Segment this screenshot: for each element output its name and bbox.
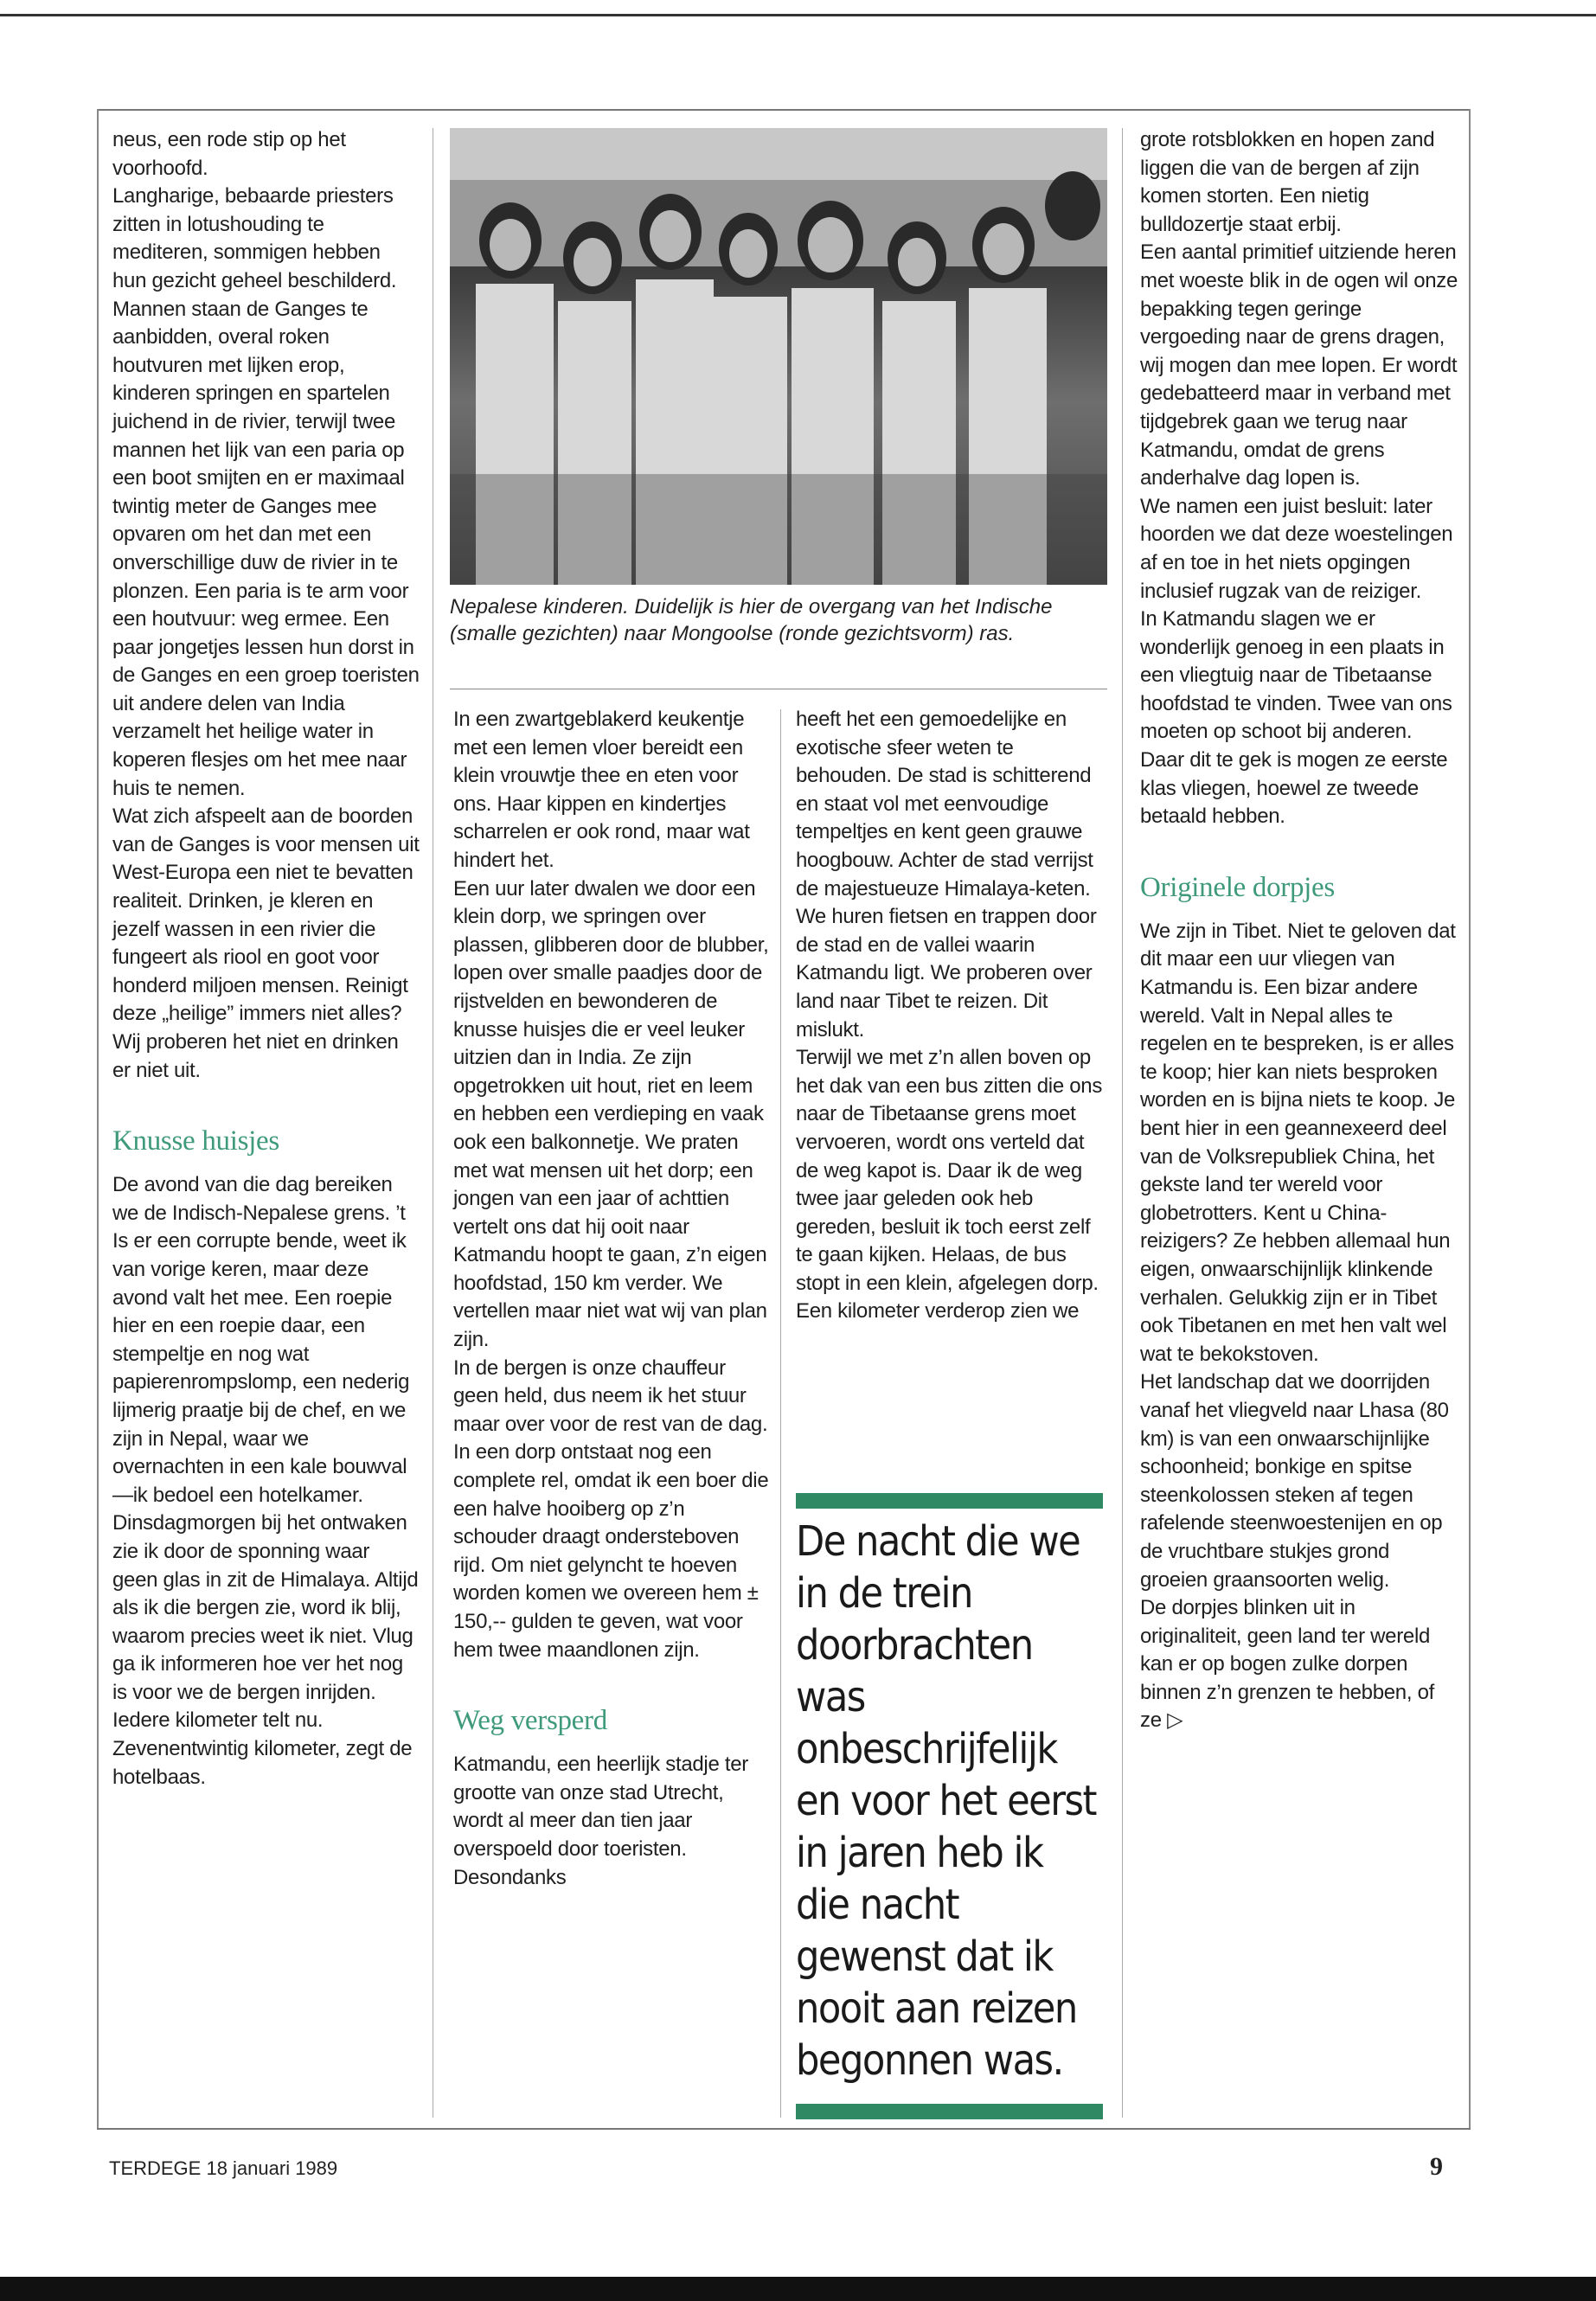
paragraph: Katmandu, een heerlijk stadje ter grootte van onze stad Utrecht, wordt al meer dan tien jaar overspoeld door toeristen. Desondanks: [453, 1753, 748, 1889]
continue-arrow-icon: ▷: [1167, 1708, 1183, 1733]
article-column-1: [112, 126, 420, 1791]
paragraph: Langharige, bebaarde priesters zitten in lotushouding te mediteren, sommigen hebben hun gezicht geheel beschilderd. Mannen staan de Ganges te aanbidden, overal roken houtvuren met lijken erop, kinderen springen en spartelen juichend in de rivier, terwijl twee mannen het lijk van een paria op een boot smijten en er maximaal twintig meter de Ganges mee opvaren om het dan met een onverschillige duw de rivier in te plonzen. Een paria is te arm voor een houtvuur: weg ermee. Een paar jongetjes lessen hun dorst in de Ganges en een groep toeristen uit andere delen van India verzamelt het heilige water in koperen flesjes om het mee naar huis te nemen.: [112, 184, 420, 800]
paragraph-text: De dorpjes blinken uit in originaliteit, geen land ter wereld kan er op bogen zulke dorpen binnen z’n grenzen te hebben, of ze: [1140, 1596, 1435, 1733]
footer-publication: TERDEGE 18 januari 1989: [109, 2157, 338, 2179]
paragraph: Een aantal primitief uitziende heren met woeste blik in de ogen wil onze bepakking tegen geringe vergoeding naar de grens dragen, wij mogen dan mee lopen. Er wordt gedebatteerd maar in verband met tijdgebrek gaan we terug naar Katmandu, omdat de grens anderhalve dag lopen is.: [1140, 240, 1458, 490]
quote-top-bar: [796, 1493, 1103, 1509]
header-rule: [97, 109, 1471, 111]
column-divider-3: [1122, 128, 1123, 2118]
photo-caption: Nepalese kinderen. Duidelijk is hier de overgang van het Indische (smalle gezichten) naar Mongoolse (ronde gezichtsvorm) ras.: [450, 595, 1053, 645]
article-column-3: [796, 706, 1103, 1326]
footer-rule: [97, 2128, 1471, 2130]
paragraph: Wat zich afspeelt aan de boorden van de Ganges is voor mensen uit West-Europa een niet te bevatten realiteit. Drinken, je kleren en jezelf wassen in een rivier die fungeert als riool en goot voor honderd miljoen mensen. Reinigt deze „heilige” immers niet alles? Wij proberen het niet en drinken er niet uit.: [112, 804, 420, 1082]
paragraph: In de bergen is onze chauffeur geen held, dus neem ik het stuur maar over voor de rest van de dag. In een dorp ontstaat nog een complete rel, omdat ik een boer die een halve hooiberg op z’n schouder draagt ondersteboven rijd. Om niet gelyncht te hoeven worden komen we overeen hem ± 150,-- gulden te geven, wat voor hem twee maandlonen zijn.: [453, 1356, 769, 1662]
pull-quote: De nacht die we in de trein doorbrachten was onbeschrijfelijk en voor het eerst in jaren heb ik die nacht gewenst dat ik nooit aan reizen begonnen was.: [796, 1517, 1096, 2085]
subheading-weg-versperd: Weg versperd: [453, 1705, 607, 1737]
paragraph: Het landschap dat we doorrijden vanaf het vliegveld naar Lhasa (80 km) is van een onwaarschijnlijke schoonheid; bonkige en spitse steenkolossen steken af tegen rafelende steenwoestenijen en op de vruchtbare stukjes grond groeien graansoorten welig.: [1140, 1370, 1449, 1592]
quote-bottom-bar: [796, 2104, 1103, 2119]
subheading-knusse-huisjes: Knusse huisjes: [112, 1125, 279, 1157]
paragraph: grote rotsblokken en hopen zand liggen die van de bergen af zijn komen storten. Een nietig bulldozertje staat erbij.: [1140, 128, 1435, 236]
paragraph: In een zwartgeblakerd keukentje met een lemen vloer bereidt een klein vrouwtje thee en eten voor ons. Haar kippen en kindertjes scharrelen er ook rond, maar wat hindert het.: [453, 708, 750, 872]
paragraph: neus, een rode stip op het voorhoofd.: [112, 128, 346, 180]
column-divider-2: [780, 709, 781, 2118]
paragraph: We zijn in Tibet. Niet te geloven dat dit maar een uur vliegen van Katmandu is. Een bizar andere wereld. Valt in Nepal alles te regelen en te bespreken, is er alles te koop; hier kan niets besproken worden en is bijna niets te koop. Je bent hier in een geannexeerd deel van de Volksrepubliek China, het gekste land ter wereld voor globetrotters. Kent u China-reizigers? Ze hebben allemaal hun eigen, onwaarschijnlijk klinkende verhalen. Gelukkig zijn er in Tibet ook Tibetanen en met hen valt wel wat te bekokstoven.: [1140, 919, 1456, 1366]
paragraph: We namen een juist besluit: later hoorden we dat deze woestelingen af en toe in het niets opgingen inclusief rugzak van de reiziger.: [1140, 494, 1453, 603]
left-frame-rule: [97, 109, 99, 2129]
paragraph: [1140, 1594, 1460, 1735]
paragraph: Een uur later dwalen we door een klein dorp, we springen over plassen, glibberen door de blubber, lopen over smalle paadjes door de rijstvelden en bewonderen de knusse huisjes die er veel leuker uitzien dan in India. Ze zijn opgetrokken uit hout, riet en leem en hebben een verdieping en vaak ook een balkonnetje. We praten met wat mensen uit het dorp; een jongen van een jaar of achttien vertelt ons dat hij ooit naar Katmandu hoopt te gaan, z’n eigen hoofdstad, 150 km verder. We vertellen maar niet wat wij van plan zijn.: [453, 876, 769, 1352]
children-photo-image: [450, 128, 1107, 585]
article-column-2: [453, 706, 769, 1892]
scan-bottom-edge: [0, 2277, 1596, 2301]
photo-nepalese-children: [450, 128, 1107, 585]
paragraph: Terwijl we met z’n allen boven op het dak van een bus zitten die ons naar de Tibetaanse grens moet vervoeren, wordt ons verteld dat de weg kapot is. Daar ik de weg twee jaar geleden ook heb gereden, besluit ik toch eerst zelf te gaan kijken. Helaas, de bus stopt in een klein, afgelegen dorp. Een kilometer verderop zien we: [796, 1046, 1103, 1324]
paragraph: De avond van die dag bereiken we de Indisch-Nepalese grens. ’t Is er een corrupte bende, weet ik van vorige keren, maar deze avond valt het mee. Een roepie hier en een roepie daar, een stempeltje en nog wat papierenrompslomp, een nederig lijmerig praatje bij de chef, en we zijn in Nepal, waar we overnachten in een kale bouwval —ik bedoel een hotelkamer.: [112, 1173, 410, 1507]
article-column-4: [1140, 126, 1460, 1735]
paragraph: heeft het een gemoedelijke en exotische sfeer weten te behouden. De stad is schitterend en staat vol met eenvoudige tempeltjes en kent geen grauwe hoogbouw. Achter de stad verrijst de majestueuze Himalaya-keten.: [796, 708, 1093, 901]
paragraph: Dinsdagmorgen bij het ontwaken zie ik door de sponning waar geen glas in zit de Himalaya. Altijd als ik die bergen zie, word ik blij, waarom precies weet ik niet. Vlug ga ik informeren hoe ver het nog is voor we de bergen inrijden. Iedere kilometer telt nu. Zevenentwintig kilometer, zegt de hotelbaas.: [112, 1511, 419, 1789]
right-frame-rule: [1469, 109, 1471, 2129]
top-rule: [0, 14, 1596, 16]
paragraph: We huren fietsen en trappen door de stad en de vallei waarin Katmandu ligt. We proberen over land naar Tibet te reizen. Dit mislukt.: [796, 905, 1097, 1042]
subheading-originele-dorpjes: Originele dorpjes: [1140, 871, 1335, 903]
paragraph: In Katmandu slagen we er wonderlijk genoeg in een plaats in een vliegtuig naar de Tibetaanse hoofdstad te vinden. Twee van ons moeten op schoot bij anderen. Daar dit te gek is mogen ze eerste klas vliegen, hoewel ze tweede betaald hebben.: [1140, 607, 1452, 829]
page-number: 9: [1430, 2152, 1443, 2181]
